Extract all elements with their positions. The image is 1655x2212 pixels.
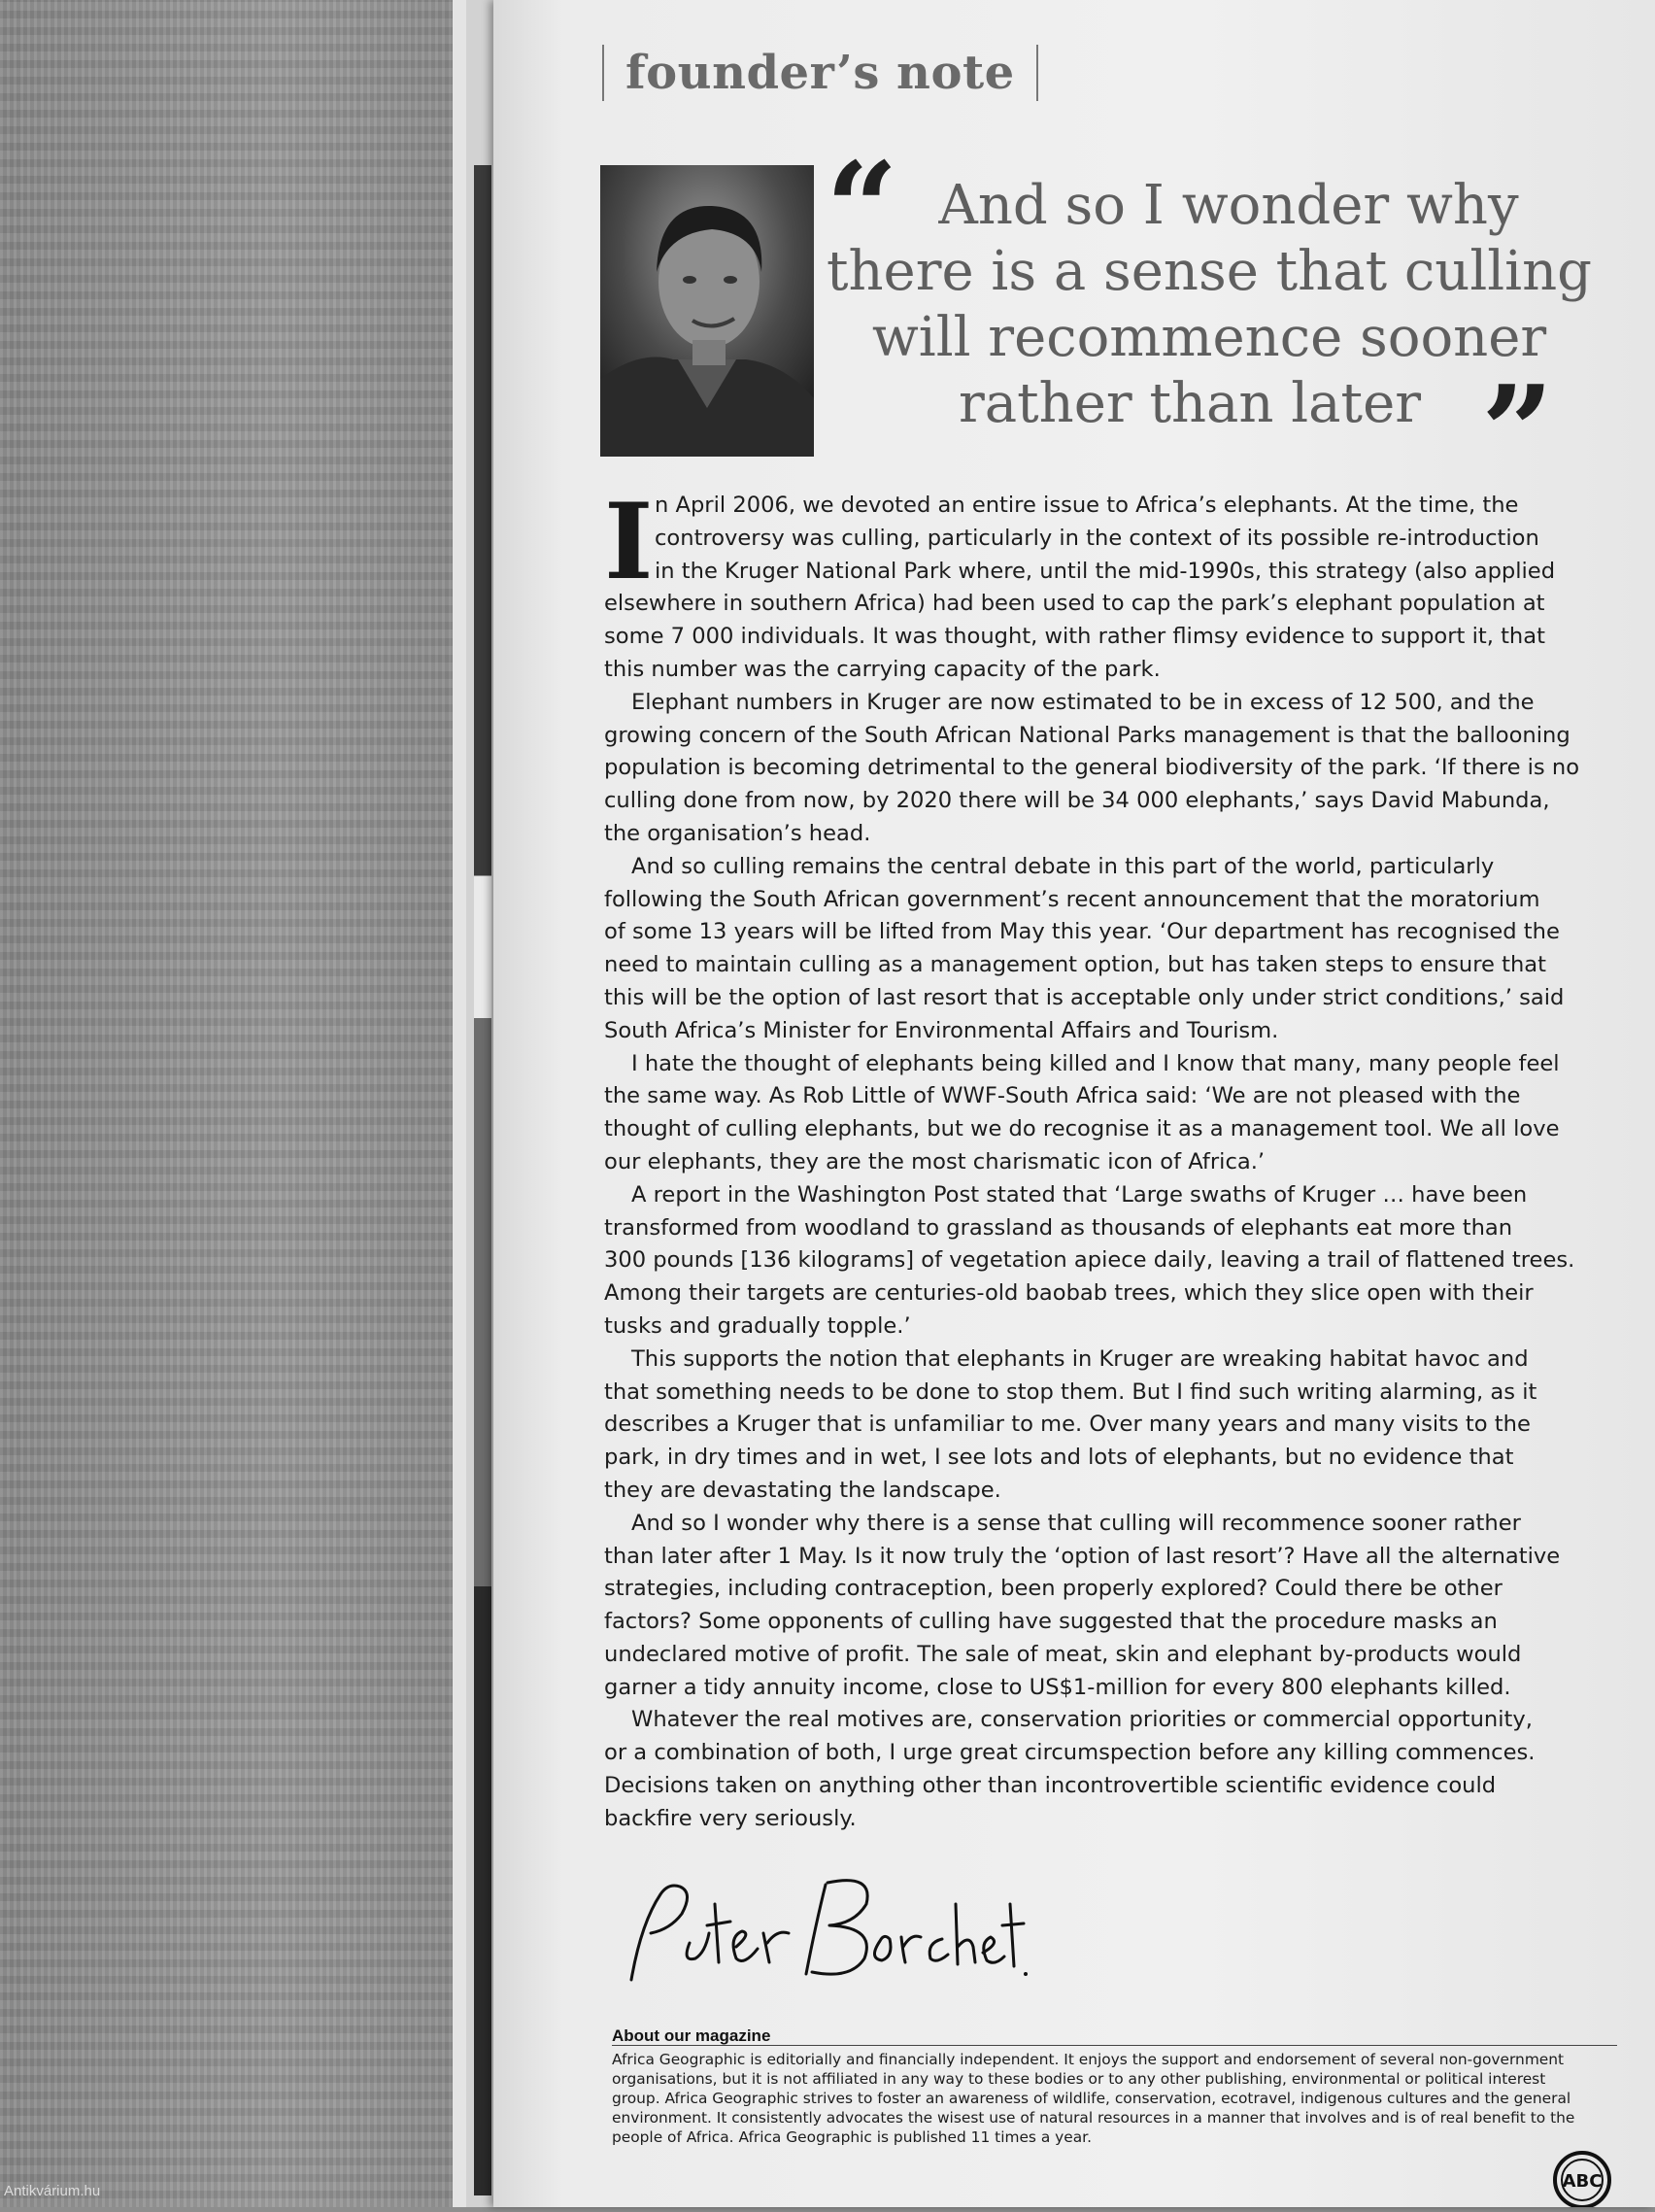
text-line: in the Kruger National Park where, until the mid-1990s, this strategy (also applied (655, 558, 1556, 584)
paragraph (604, 1704, 1604, 1835)
underlying-page-strip (474, 165, 491, 2195)
text-line: factors? Some opponents of culling have suggested that the procedure masks an (604, 1609, 1498, 1635)
text-line: of some 13 years will be lifted from May this year. ‘Our department has recognised the (604, 919, 1560, 945)
text-line: And so I wonder why there is a sense that culling will recommence sooner rather (631, 1510, 1521, 1536)
text-line: that something needs to be done to stop them. But I find such writing alarming, as it (604, 1378, 1537, 1405)
signature-drawing (622, 1865, 1030, 1991)
about-line: people of Africa. Africa Geographic is published 11 times a year. (612, 2128, 1092, 2146)
text-line: Decisions taken on anything other than incontrovertible scientific evidence could (604, 1773, 1497, 1799)
abc-seal-icon (1552, 2149, 1612, 2207)
svg-text:ABC: ABC (1562, 2171, 1603, 2192)
text-line: they are devastating the landscape. (604, 1477, 1001, 1503)
text-line: A report in the Washington Post stated that ‘Large swaths of Kruger … have been (631, 1181, 1528, 1208)
text-line: I hate the thought of elephants being killed and I know that many, many people feel (631, 1050, 1560, 1076)
text-line: population is becoming detrimental to the general biodiversity of the park. ‘If there is no (604, 755, 1580, 781)
text-line: Whatever the real motives are, conservation priorities or commercial opportunity, (631, 1707, 1533, 1733)
paragraph (604, 1508, 1604, 1705)
paragraph (604, 1179, 1604, 1344)
text-line: culling done from now, by 2020 there will be 34 000 elephants,’ says David Mabunda, (604, 788, 1550, 814)
article-body (604, 481, 1604, 1836)
text-line: South Africa’s Minister for Environmental Affairs and Tourism. (604, 1017, 1279, 1043)
pull-quote-line: will recommence sooner (871, 306, 1547, 369)
text-line: thought of culling elephants, but we do recognise it as a management tool. We all love (604, 1116, 1560, 1142)
text-line: growing concern of the South African National Parks management is that the ballooning (604, 722, 1571, 748)
portrait-image (600, 165, 814, 457)
text-line: or a combination of both, I urge great circumspection before any killing commences. (604, 1740, 1536, 1766)
section-title: founder’s note (602, 45, 1038, 101)
about-line: organisations, but it is not affiliated in any way to these bodies or to any other publishing, environmental or political interest (612, 2070, 1546, 2088)
text-line: describes a Kruger that is unfamiliar to me. Over many years and many visits to the (604, 1412, 1531, 1438)
author-portrait (600, 165, 814, 457)
text-line: transformed from woodland to grassland as thousands of elephants eat more than (604, 1214, 1513, 1241)
text-line: some 7 000 individuals. It was thought, with rather flimsy evidence to support it, that (604, 624, 1545, 650)
text-line: This supports the notion that elephants in Kruger are wreaking habitat havoc and (631, 1345, 1529, 1372)
paragraph (604, 1344, 1604, 1508)
first-paragraph (604, 481, 1604, 687)
text-line: park, in dry times and in wet, I see lots and lots of elephants, but no evidence that (604, 1445, 1514, 1471)
text-line: 300 pounds [136 kilograms] of vegetation apiece daily, leaving a trail of flattened trees. (604, 1247, 1575, 1274)
text-line: the same way. As Rob Little of WWF-South Africa said: ‘We are not pleased with the (604, 1083, 1521, 1109)
text-line: following the South African government’s recent announcement that the moratorium (604, 886, 1540, 912)
page-edge (453, 0, 466, 2207)
abc-logo (1552, 2149, 1612, 2207)
paragraph (604, 1048, 1604, 1179)
about-divider (612, 2045, 1617, 2046)
wooden-background (0, 0, 464, 2207)
open-quote-mark: “ (826, 134, 898, 283)
close-quote-mark: ” (1481, 357, 1554, 506)
drop-cap: I (604, 481, 654, 603)
pull-quote-line: And so I wonder why (938, 174, 1519, 237)
text-line: And so culling remains the central debate in this part of the world, particularly (631, 853, 1495, 879)
text-line: backfire very seriously. (604, 1805, 857, 1831)
text-line: this will be the option of last resort that is acceptable only under strict conditions,’ said (604, 984, 1565, 1010)
about-line: environment. It consistently advocates the wisest use of natural resources in a manner that involves and is of real benefit to the (612, 2109, 1575, 2127)
text-line: this number was the carrying capacity of the park. (604, 656, 1161, 682)
text-line: the organisation’s head. (604, 820, 871, 846)
about-line: group. Africa Geographic strives to foster an awareness of wildlife, conservation, ecotravel, indigenous cultures and the general (612, 2090, 1571, 2107)
paragraph (604, 851, 1604, 1048)
text-line: n April 2006, we devoted an entire issue to Africa’s elephants. At the time, the (655, 493, 1519, 518)
text-line: undeclared motive of profit. The sale of meat, skin and elephant by-products would (604, 1641, 1522, 1667)
author-signature (622, 1865, 1030, 1991)
pull-quote-line: there is a sense that culling (826, 240, 1593, 303)
text-line: Among their targets are centuries-old baobab trees, which they slice open with their (604, 1280, 1534, 1307)
about-heading: About our magazine (612, 2026, 771, 2045)
text-line: strategies, including contraception, been properly explored? Could there be other (604, 1576, 1503, 1602)
pull-quote-line: rather than later (959, 372, 1421, 435)
text-line: Elephant numbers in Kruger are now estimated to be in excess of 12 500, and the (631, 689, 1535, 715)
watermark: Antikvárium.hu (4, 2183, 101, 2199)
text-line: need to maintain culling as a management option, but has taken steps to ensure that (604, 952, 1546, 978)
text-line: than later after 1 May. Is it now truly the ‘option of last resort’? Have all the alternative (604, 1543, 1561, 1569)
about-text (612, 2050, 1622, 2147)
paragraph (604, 687, 1604, 851)
about-line: Africa Geographic is editorially and financially independent. It enjoys the support and endorsement of several non-government (612, 2051, 1565, 2068)
text-line: controversy was culling, particularly in the context of its possible re-introduction (655, 525, 1539, 551)
text-line: tusks and gradually topple.’ (604, 1312, 911, 1339)
text-line: our elephants, they are the most charismatic icon of Africa.’ (604, 1148, 1266, 1174)
pull-quote (826, 173, 1593, 455)
text-line: elsewhere in southern Africa) had been used to cap the park’s elephant population at (604, 591, 1545, 617)
text-line: garner a tidy annuity income, close to US$1-million for every 800 elephants killed. (604, 1674, 1511, 1700)
